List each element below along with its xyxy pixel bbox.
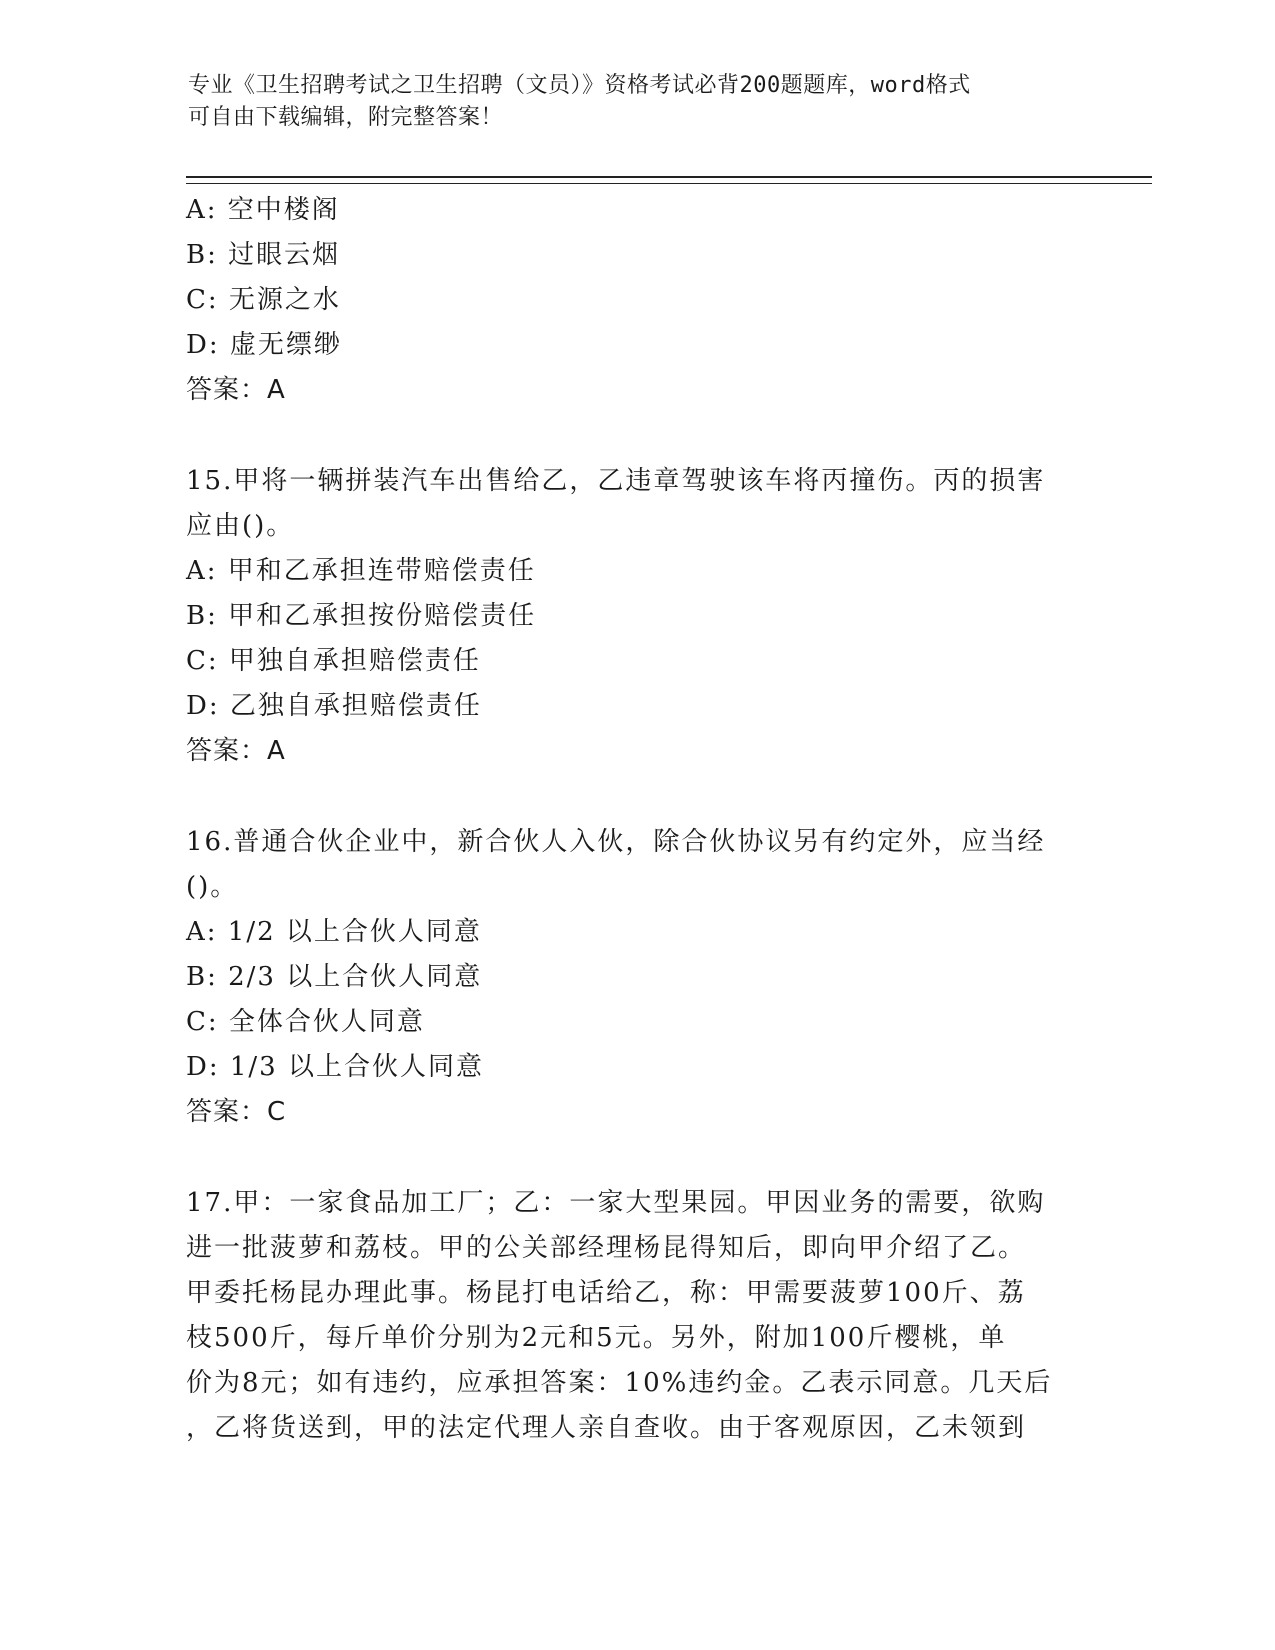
answer-line: 答案：A <box>186 375 286 405</box>
question-text-line: 17.甲：一家食品加工厂；乙：一家大型果园。甲因业务的需要，欲购 <box>186 1188 1046 1218</box>
question-14 <box>186 188 1076 413</box>
option-d: D: 乙独自承担赔偿责任 <box>186 691 482 721</box>
option-b: B: 过眼云烟 <box>186 240 341 270</box>
option-c: C: 无源之水 <box>186 285 341 315</box>
option-b: B: 甲和乙承担按份赔偿责任 <box>186 601 537 631</box>
spacer <box>186 774 1076 820</box>
spacer <box>186 1135 1076 1181</box>
answer-line: 答案：A <box>186 736 286 766</box>
header-divider <box>186 176 1152 184</box>
question-text-line: ，乙将货送到，甲的法定代理人亲自查收。由于客观原因，乙未领到 <box>186 1413 1027 1443</box>
header-line-1: 专业《卫生招聘考试之卫生招聘（文员）》资格考试必背200题题库，word格式 <box>188 73 971 98</box>
question-text-line: 价为8元；如有违约，应承担答案：10%违约金。乙表示同意。几天后 <box>186 1368 1053 1398</box>
option-c: C: 全体合伙人同意 <box>186 1007 425 1037</box>
option-a: A: 甲和乙承担连带赔偿责任 <box>186 556 536 586</box>
document-header <box>188 70 1068 134</box>
option-a: A: 1/2 以上合伙人同意 <box>186 917 482 947</box>
question-16 <box>186 820 1076 1135</box>
document-body <box>186 188 1076 1451</box>
question-17 <box>186 1181 1076 1451</box>
header-line-2: 可自由下载编辑，附完整答案！ <box>188 105 504 130</box>
option-a: A: 空中楼阁 <box>186 195 340 225</box>
question-text-line: 应由()。 <box>186 511 295 541</box>
question-text-line: 16.普通合伙企业中，新合伙人入伙，除合伙协议另有约定外，应当经 <box>186 827 1046 857</box>
question-text-line: 甲委托杨昆办理此事。杨昆打电话给乙，称：甲需要菠萝100斤、荔 <box>186 1278 1026 1308</box>
option-d: D: 虚无缥缈 <box>186 330 342 360</box>
question-text-line: ()。 <box>186 872 239 902</box>
question-15 <box>186 459 1076 774</box>
question-text-line: 15.甲将一辆拼装汽车出售给乙，乙违章驾驶该车将丙撞伤。丙的损害 <box>186 466 1046 496</box>
answer-line: 答案：C <box>186 1097 287 1127</box>
question-text-line: 枝500斤，每斤单价分别为2元和5元。另外，附加100斤樱桃，单 <box>186 1323 1007 1353</box>
spacer <box>186 413 1076 459</box>
option-d: D: 1/3 以上合伙人同意 <box>186 1052 484 1082</box>
option-b: B: 2/3 以上合伙人同意 <box>186 962 483 992</box>
option-c: C: 甲独自承担赔偿责任 <box>186 646 481 676</box>
question-text-line: 进一批菠萝和荔枝。甲的公关部经理杨昆得知后，即向甲介绍了乙。 <box>186 1233 1027 1263</box>
